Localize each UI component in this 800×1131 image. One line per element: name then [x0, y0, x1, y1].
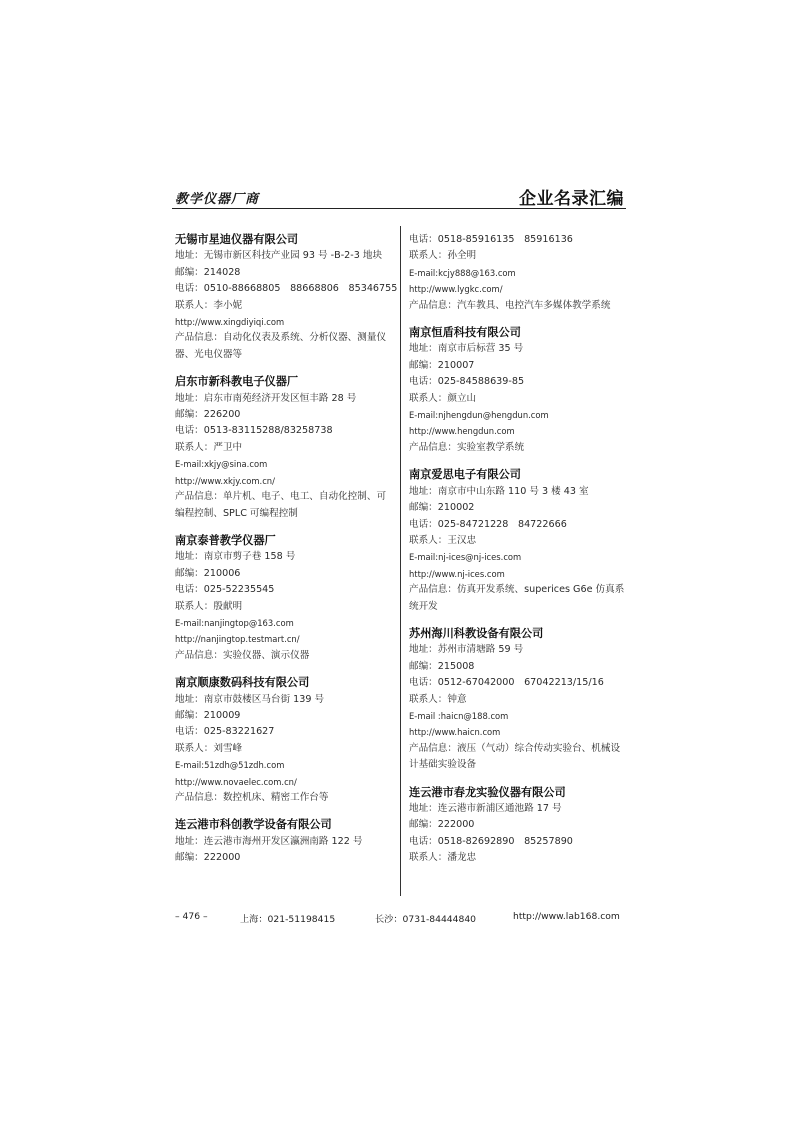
address-line: 地址：连云港市新浦区通池路 17 号 [409, 803, 562, 814]
contact-line: 联系人：钟意 [409, 693, 467, 705]
address-line: 地址：南京市鼓楼区马台街 139 号 [175, 693, 325, 705]
company-name: 启东市新科教电子仪器厂 [175, 375, 299, 389]
phone-line: 电话：025-52235545 [175, 584, 275, 596]
contact-line: 联系人：潘龙忠 [409, 852, 477, 864]
contact-line: 联系人：王汉忠 [409, 534, 477, 546]
changsha-phone: 长沙：0731-84444840 [375, 914, 477, 925]
product-info: 产品信息：仿真开发系统、superices G6e 仿真系统开发 [409, 584, 625, 612]
company-name: 连云港市科创教学设备有限公司 [175, 818, 332, 832]
company-entry [409, 467, 627, 615]
phone-line: 电话：0518-82692890 85257890 [409, 835, 573, 847]
company-name: 南京顺康数码科技有限公司 [175, 676, 310, 690]
product-info: 产品信息：数控机床、精密工作台等 [175, 792, 329, 803]
website-link[interactable]: http://www.xkjy.com.cn/ [175, 475, 275, 486]
website-link[interactable]: http://www.novaelec.com.cn/ [175, 776, 297, 787]
address-line: 地址：南京市中山东路 110 号 3 楼 43 室 [409, 485, 589, 497]
postcode-line: 邮编：210009 [175, 709, 241, 721]
company-entry [175, 533, 393, 664]
postcode-line: 邮编：215008 [409, 660, 475, 672]
website-link[interactable]: http://www.hengdun.com [409, 426, 515, 437]
company-entry [409, 626, 627, 774]
contact-line: 联系人：孙全明 [409, 250, 477, 262]
product-info: 产品信息：实验仪器、演示仪器 [175, 649, 310, 661]
postcode-line: 邮编：210007 [409, 359, 475, 371]
phone-line: 电话：0512-67042000 67042213/15/16 [409, 677, 604, 689]
column-divider [400, 226, 401, 896]
company-entry [175, 817, 393, 866]
contact-line: 联系人：严卫中 [175, 441, 243, 453]
contact-line: 联系人：刘雪峰 [175, 742, 243, 754]
phone-line: 电话：025-84588639-85 [409, 376, 525, 388]
address-line: 地址：启东市南苑经济开发区恒丰路 28 号 [175, 392, 357, 404]
header-right-title: 企业名录汇编 [519, 189, 624, 209]
product-info: 产品信息：实验室教学系统 [409, 441, 525, 453]
address-line: 地址：南京市剪子巷 158 号 [175, 551, 296, 563]
email-link[interactable]: E-mail :haicn@188.com [409, 710, 509, 721]
address-line: 地址：南京市后标营 35 号 [409, 343, 524, 355]
company-entry [175, 374, 393, 522]
phone-line: 电话：025-83221627 [175, 726, 275, 738]
company-entry [175, 675, 393, 806]
email-link[interactable]: E-mail:kcjy888@163.com [409, 267, 516, 278]
contact-line: 联系人：李小妮 [175, 299, 243, 311]
right-column [409, 232, 627, 878]
company-name: 南京泰普教学仪器厂 [175, 533, 276, 547]
email-link[interactable]: E-mail:nj-ices@nj-ices.com [409, 552, 522, 563]
postcode-line: 邮编：214028 [175, 266, 241, 278]
contact-line: 联系人：颜立山 [409, 392, 477, 404]
page-number: – 476 – [175, 911, 208, 922]
company-name: 无锡市星迪仪器有限公司 [175, 233, 299, 246]
company-name: 南京爱思电子有限公司 [409, 468, 521, 482]
address-line: 地址：连云港市海州开发区瀛洲南路 122 号 [175, 835, 363, 847]
phone-line: 电话：0518-85916135 85916136 [409, 234, 573, 245]
left-column [175, 232, 398, 878]
company-entry-continued [409, 232, 627, 314]
postcode-line: 邮编：210006 [175, 567, 241, 579]
website-link[interactable]: http://www.nj-ices.com [409, 568, 505, 579]
postcode-line: 邮编：222000 [409, 819, 475, 831]
email-link[interactable]: E-mail:njhengdun@hengdun.com [409, 410, 549, 421]
phone-line: 电话：0513-83115288/83258738 [175, 425, 333, 437]
header-left-title: 教学仪器厂商 [175, 192, 260, 207]
website-link[interactable]: http://www.lygkc.com/ [409, 284, 503, 295]
company-entry [409, 325, 627, 456]
email-link[interactable]: E-mail:nanjingtop@163.com [175, 617, 294, 628]
shanghai-phone: 上海：021-51198415 [240, 914, 336, 925]
postcode-line: 邮编：226200 [175, 409, 241, 421]
address-line: 地址：苏州市清塘路 59 号 [409, 644, 524, 656]
company-name: 苏州海川科教设备有限公司 [409, 626, 544, 640]
postcode-line: 邮编：222000 [175, 852, 241, 864]
email-link[interactable]: E-mail:xkjy@sina.com [175, 459, 268, 470]
postcode-line: 邮编：210002 [409, 502, 475, 514]
product-info: 产品信息：自动化仪表及系统、分析仪器、测量仪器、光电仪器等 [175, 332, 387, 360]
product-info: 产品信息：单片机、电子、电工、自动化控制、可编程控制、SPLC 可编程控制 [175, 491, 387, 519]
website-link[interactable]: http://nanjingtop.testmart.cn/ [175, 634, 300, 645]
phone-line: 电话：025-84721228 84722666 [409, 518, 567, 530]
product-info: 产品信息：汽车教具、电控汽车多媒体教学系统 [409, 299, 611, 311]
website-link[interactable]: http://www.lab168.com [513, 911, 620, 922]
company-name: 南京恒盾科技有限公司 [409, 326, 521, 340]
email-link[interactable]: E-mail:51zdh@51zdh.com [175, 760, 285, 771]
phone-line: 电话：0510-88668805 88668806 85346755 [175, 283, 398, 295]
website-link[interactable]: http://www.haicn.com [409, 727, 501, 738]
company-entry [175, 232, 398, 363]
address-line: 地址：无锡市新区科技产业园 93 号 -B-2-3 地块 [175, 250, 383, 262]
product-info: 产品信息：液压（气动）综合传动实验台、机械设计基础实验设备 [409, 742, 621, 771]
contact-line: 联系人：殷献明 [175, 600, 243, 612]
page-footer [175, 911, 625, 925]
header-rule [172, 208, 626, 209]
company-entry [409, 785, 627, 867]
website-link[interactable]: http://www.xingdiyiqi.com [175, 317, 285, 328]
company-name: 连云港市春龙实验仪器有限公司 [409, 785, 566, 799]
